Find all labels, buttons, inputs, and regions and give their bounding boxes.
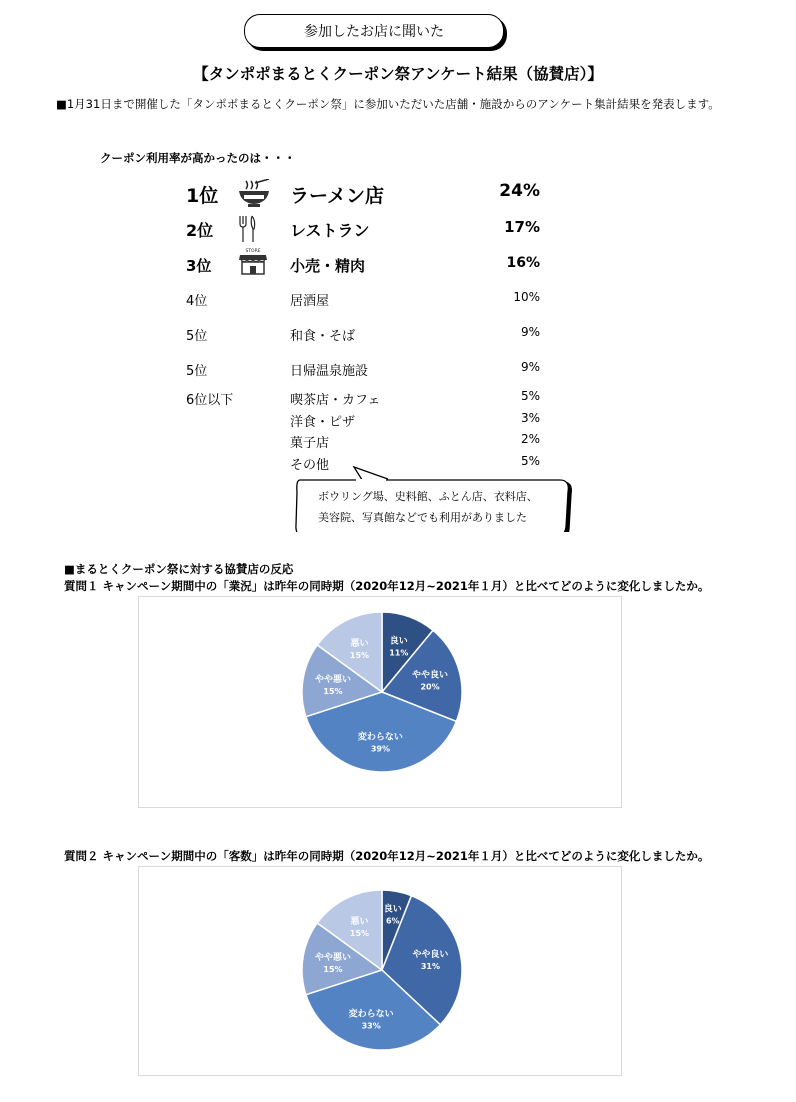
callout-text [318,486,568,528]
chart-2-frame [138,866,622,1076]
ranking-category: 菓子店 [290,436,330,451]
ranking-percent: 9% [520,360,540,374]
pie-category-label: 良い [383,904,402,915]
question-2: 質問２ キャンペーン期間中の「客数」は昨年の同時期（2020年12月~2021年１月）と比べてどのように変化しましたか。 [64,849,710,863]
pie-category-label: 悪い [350,916,369,927]
ranking-percent: 9% [520,325,540,339]
question-1: 質問１ キャンペーン期間中の「業況」は昨年の同時期（2020年12月~2021年１月）と比べてどのように変化しましたか。 [64,579,710,593]
pie-value-label: 39% [370,744,391,754]
ranking-category: レストラン [290,221,370,240]
ranking-rank: 6位以下 [186,393,234,408]
ranking-percent: 2% [520,432,540,446]
ranking-percent: 5% [520,454,540,468]
ranking-percent: 17% [504,218,540,236]
pie-value-label: 20% [420,682,440,692]
pie-category-label: やや良い [412,670,449,681]
pie-category-label: やや悪い [315,675,352,686]
ranking-percent: 5% [520,389,540,403]
callout-line: 美容院、写真館などでも利用がありました [318,511,527,524]
pie-category-label: 変わらない [357,732,403,743]
pie-value-label: 11% [389,648,409,658]
ranking-rank: 5位 [186,329,208,344]
fork-knife-icon [237,215,257,243]
ranking-category: その他 [290,458,330,473]
ranking-rank: 4位 [186,294,208,309]
ranking-percent: 24% [499,181,540,201]
pie-chart-1 [139,597,621,807]
ranking-rank: 5位 [186,364,208,379]
page-title: 【タンポポまるとくクーポン祭アンケート結果（協賛店）】 [193,65,603,83]
ranking-percent: 3% [520,411,540,425]
ranking-rank: 2位 [186,221,214,240]
pie-category-label: やや良い [412,950,449,961]
ranking-category: 喫茶店・カフェ [290,393,381,408]
store-icon-text: STORE [245,249,261,254]
header-bubble-text: 参加したお店に聞いた [304,24,444,40]
callout-line: ボウリング場、史料館、ふとん店、衣料店、 [318,490,538,503]
ranking-category: 日帰温泉施設 [290,364,369,379]
ranking-category: 小売・精肉 [290,257,366,275]
pie-value-label: 33% [361,1021,381,1031]
pie-category-label: やや悪い [315,953,352,964]
chart-1-frame [138,596,622,808]
pie-value-label: 15% [349,650,370,660]
ramen-bowl-icon [237,179,271,207]
pie-value-label: 15% [349,928,370,938]
pie-category-label: 良い [389,636,408,647]
pie-value-label: 31% [420,962,440,972]
ranking-percent: 10% [513,290,540,304]
pie-value-label: 15% [323,965,343,975]
section-heading: ■まるとくクーポン祭に対する協賛店の反応 [64,562,294,576]
pie-chart-2 [139,867,621,1075]
store-icon [237,247,269,277]
ranking-rank: 3位 [186,257,212,275]
ranking-rank: 1位 [186,185,219,207]
pie-category-label: 変わらない [348,1009,394,1020]
ranking-category: 居酒屋 [290,294,330,309]
ranking-category: 洋食・ピザ [290,415,356,430]
intro-text: ■1月31日まで開催した「タンポポまるとくクーポン祭」に参加いただいた店舗・施設からのアンケート集計結果を発表します。 [56,97,720,111]
ranking-percent: 16% [506,255,540,271]
ranking-lead: クーポン利用率が高かったのは・・・ [100,151,296,165]
ranking-category: 和食・そば [290,329,356,344]
ranking-category: ラーメン店 [290,185,385,207]
header-bubble [244,14,504,48]
pie-value-label: 15% [323,687,343,697]
pie-category-label: 悪い [350,638,369,649]
pie-value-label: 6% [385,916,400,926]
